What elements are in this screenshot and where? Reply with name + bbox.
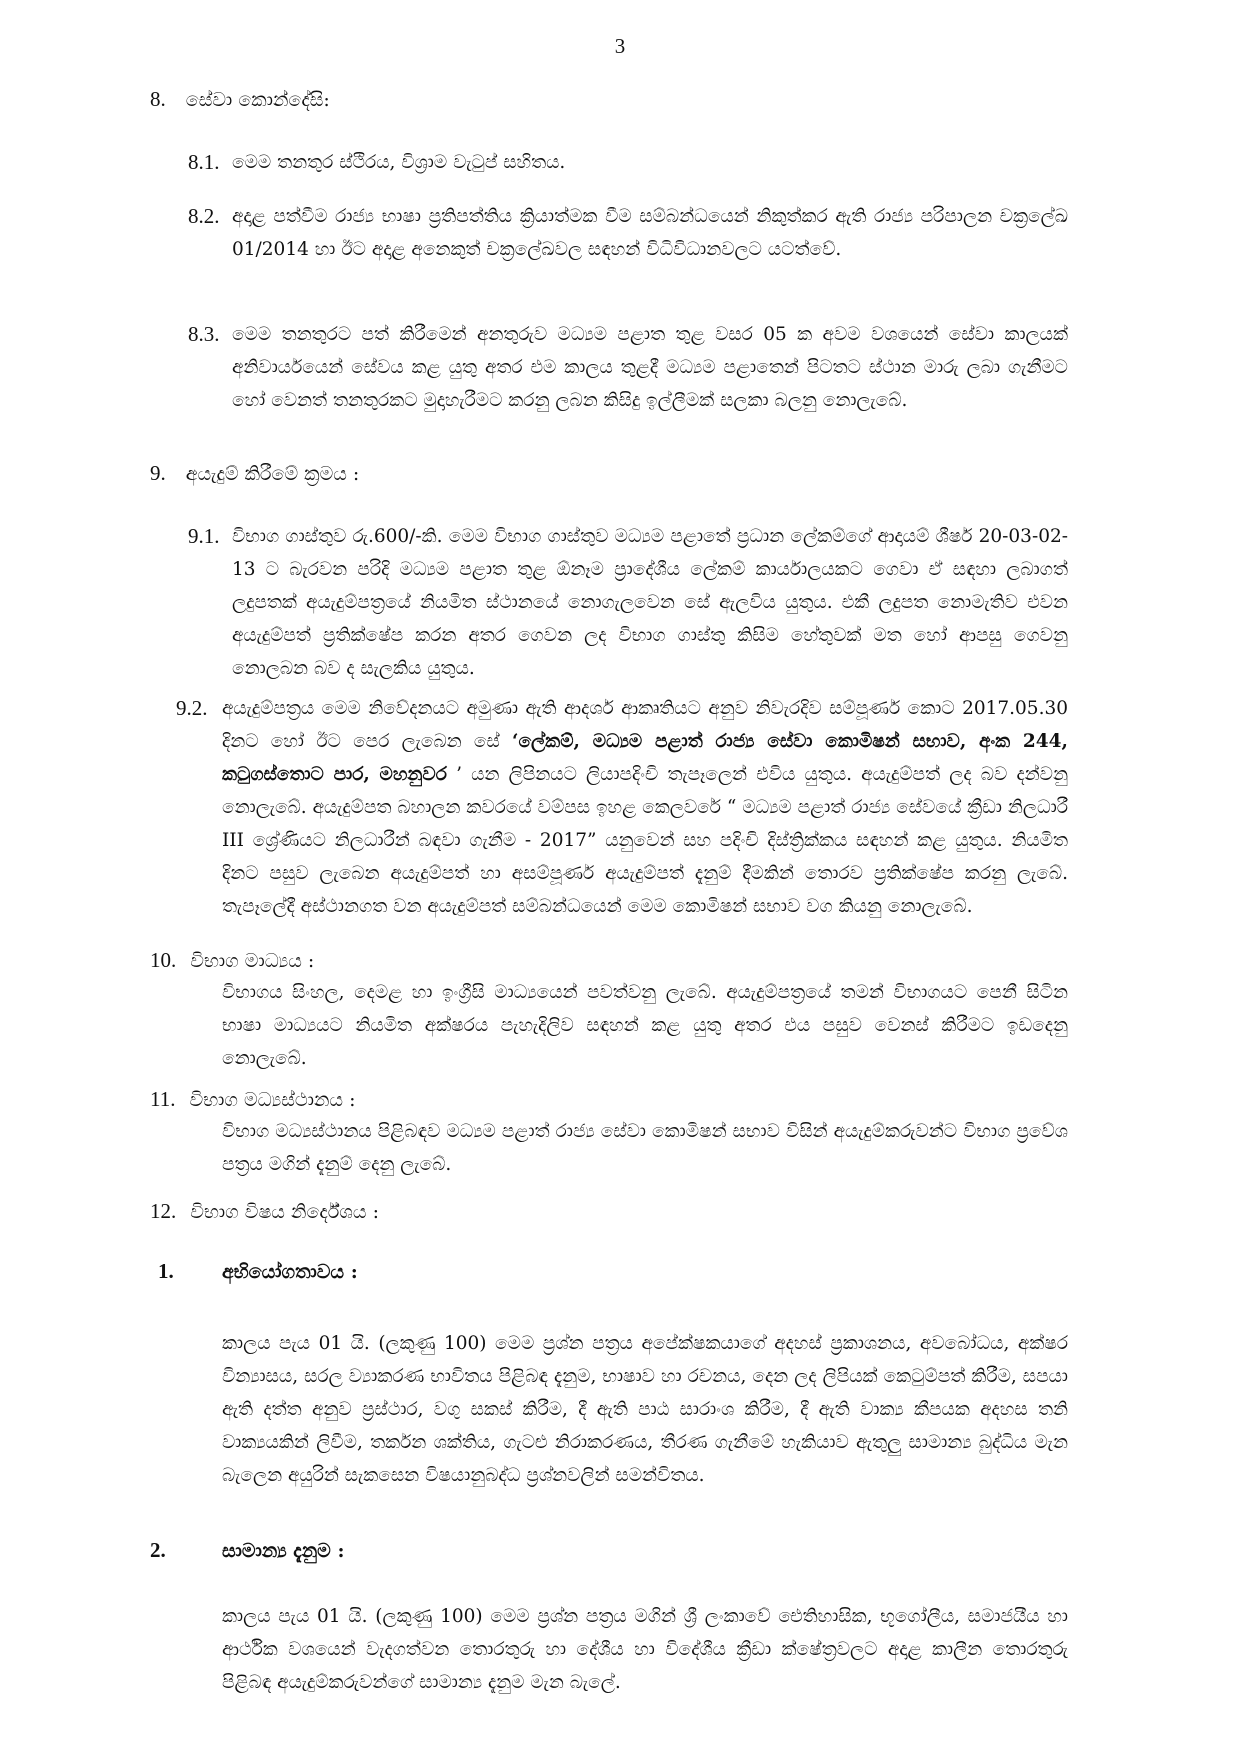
item-9-2-number: 9.2. <box>176 696 208 720</box>
syllabus-2-title: සාමාන්‍ය දැනුම : <box>222 1540 345 1562</box>
item-8-1-text: මෙම තනතුර ස්ථිරය, විශ්‍රාම වැටුප් සහිතය. <box>232 152 566 173</box>
section-11-title: විභාග මධ්‍යස්ථානය : <box>189 1089 356 1111</box>
section-12-number: 12. <box>150 1199 177 1223</box>
section-10-number: 10. <box>150 948 177 972</box>
section-9-title: අයැදුම් කිරීමේ ක්‍රමය : <box>185 463 360 485</box>
section-11-number: 11. <box>150 1087 176 1111</box>
syllabus-1-title: අභියෝගතාවය : <box>222 1261 358 1283</box>
item-9-1-text: විභාග ගාස්තුව රු.600/-කි. මෙම විභාග ගාස්තුව මධ්‍යම පළාතේ ප්‍රධාන ලේකම්ගේ ආදායම් ශීර්ෂ 20-03-02-13 ට බැරවන පරිදි මධ්‍යම පළාත තුළ ඕනෑම ප්‍රාදේශීය ලේකම් කාර්යාලයකට ගෙවා ඒ සඳහා ලබාගත් ලදුපතක් අයැදුම්පත්‍රයේ නියමිත ස්ථානයේ නොගැලවෙන සේ ඇලවිය යුතුය. එකී ලදුපත නොමැතිව එවන අයැදුම්පත් ප්‍රතික්ෂේප කරන අතර ගෙවන ලද විභාග ගාස්තු කිසිම හේතුවක් මත හෝ ආපසු ගෙවනු නොලබන බව ද සැලකිය යුතුය. <box>232 526 1068 679</box>
syllabus-2-text: කාලය පැය 01 යි. (ලකුණු 100) මෙම ප්‍රශ්න පත්‍රය මගින් ශ්‍රී ලංකාවේ ඓතිහාසික, භූගෝලීය, සමාජයීය හා ආර්ථික වශයෙන් වැදගත්වන තොරතුරු හා දේශීය හා විදේශීය ක්‍රීඩා ක්ෂේත්‍රවලට අදාළ කාලීන තොරතුරු පිළිබඳ අයැදුම්කරුවන්ගේ සාමාන්‍ය දැනුම මැන බැලේ. <box>222 1606 1068 1693</box>
item-8-2 <box>188 200 1068 266</box>
syllabus-2-number: 2. <box>150 1538 166 1562</box>
section-12-heading <box>150 1196 379 1227</box>
item-9-2-text-a: අයැදුම්පත්‍රය මෙම නිවේදනයට අමුණා ඇති ආදර්ශ ආකෘතියට අනුව නිවැරදිව සම්පූර්ණ කොට 2017.05.30 දිනට හෝ ඊට පෙර ලැබෙන සේ <box>222 698 1068 752</box>
item-9-1-number: 9.1. <box>188 524 220 548</box>
section-9-heading <box>150 458 359 489</box>
syllabus-1-number: 1. <box>158 1259 174 1283</box>
section-8-number: 8. <box>150 87 166 111</box>
item-8-3-number: 8.3. <box>188 322 220 346</box>
item-9-2-text-b: ’ යන ලිපිනයට ලියාපදිංචි තැපෑලෙන් එවිය යුතුය. අයැදුම්පත් ලද බව දන්වනු නොලැබේ. අයැදුම්පත බහාලන කවරයේ වම්පස ඉහළ කෙලවරේ “ මධ්‍යම පළාත් රාජ්‍ය සේවයේ ක්‍රීඩා නිලධාරී III ශ්‍රේණියට නිලධාරීන් බඳවා ගැනීම - 2017” යනුවෙන් සහ පදිංචි දිස්ත්‍රික්කය සඳහන් කළ යුතුය. නියමිත දිනට පසුව ලැබෙන අයැදුම්පත් හා අසම්පූර්ණ අයැදුම්පත් දැනුම් දීමකින් තොරව ප්‍රතික්ෂේප කරනු ලැබේ. තැපෑලේදී අස්ථානගත වන අයැදුම්පත් සම්බන්ධයෙන් මෙම කොමිෂන් සභාව වග කියනු නොලැබේ. <box>222 764 1069 917</box>
section-10-heading <box>150 945 314 976</box>
item-8-2-number: 8.2. <box>188 204 220 228</box>
section-11-heading <box>150 1084 356 1115</box>
syllabus-2-heading <box>150 1535 344 1566</box>
item-8-1 <box>188 146 1068 179</box>
item-9-1 <box>188 520 1068 685</box>
section-9-number: 9. <box>150 461 166 485</box>
section-11-text: විභාග මධ්‍යස්ථානය පිළිබඳව මධ්‍යම පළාත් රාජ්‍ය සේවා කොමිෂන් සභාව විසින් අයැදුම්කරුවන්ට විභාග ප්‍රවේශ පත්‍රය මගින් දැනුම් දෙනු ලැබේ. <box>222 1121 1068 1175</box>
item-8-1-number: 8.1. <box>188 150 220 174</box>
section-12-title: විභාග විෂය නිර්දේශය : <box>190 1201 379 1223</box>
section-10-text: විභාගය සිංහල, දෙමළ හා ඉංග්‍රීසි මාධ්‍යයෙන් පවත්වනු ලැබේ. අයැදුම්පත්‍රයේ තමන් විභාගයට පෙනී සිටින භාෂා මාධ්‍යයට නියමිත අක්ෂරය පැහැදිලිව සඳහන් කළ යුතු අතර එය පසුව වෙනස් කිරීමට ඉඩදෙනු නොලැබේ. <box>222 982 1068 1069</box>
item-8-2-text: අදාළ පත්වීම රාජ්‍ය භාෂා ප්‍රතිපත්තිය ක්‍රියාත්මක වීම සම්බන්ධයෙන් නිකුත්කර ඇති රාජ්‍ය පරිපාලන චක්‍රලේඛ 01/2014 හා ඊට අදාළ අනෙකුත් චක්‍රලේඛවල සඳහන් විධිවිධානවලට යටත්වේ. <box>232 206 1068 260</box>
commission-address: ‘ලේකම්, මධ්‍යම පළාත් රාජ්‍ය සේවා කොමිෂන් සභාව, අංක 244, කටුගස්තොට පාර, මහනුවර <box>222 731 1068 785</box>
page-number: 3 <box>614 34 626 58</box>
section-8-title: සේවා කොන්දේසි: <box>185 89 330 111</box>
section-8-heading <box>150 84 330 115</box>
item-8-3 <box>188 318 1068 417</box>
item-9-2-text <box>222 692 1068 923</box>
syllabus-1-text: කාලය පැය 01 යි. (ලකුණු 100) මෙම ප්‍රශ්න පත්‍රය අපේක්ෂකයාගේ අදහස් ප්‍රකාශනය, අවබෝධය, අක්ෂර වින්‍යාසය, සරල ව්‍යාකරණ භාවිතය පිළිබඳ දැනුම, භාෂාව හා රචනය, දෙන ලද ලිපියක් කෙටුම්පත් කිරීම, සපයා ඇති දත්ත අනුව ප්‍රස්ථාර, වගු සකස් කිරීම, දී ඇති පාඨ සාරාංශ කිරීම, දී ඇති වාක්‍ය කීපයක අදහස තනි වාක්‍යයකින් ලිවීම, තර්කන ශක්තිය, ගැටළු නිරාකරණය, තීරණ ගැනීමේ හැකියාව ඇතුලු සාමාන්‍ය බුද්ධිය මැන බැලෙන අයුරින් සැකසෙන විෂයානුබද්ධ ප්‍රශ්නවලින් සමන්විතය. <box>222 1333 1068 1486</box>
syllabus-1-heading <box>158 1256 358 1287</box>
section-10-title: විභාග මාධ්‍යය : <box>190 950 315 972</box>
item-8-3-text: මෙම තනතුරට පත් කිරීමෙන් අනතුරුව මධ්‍යම පළාත තුළ වසර 05 ක අවම වශයෙන් සේවා කාලයක් අනිවාර්යයෙන් සේවය කළ යුතු අතර එම කාලය තුළදී මධ්‍යම පළාතෙන් පිටතට ස්ථාන මාරු ලබා ගැනීමට හෝ වෙනත් තනතුරකට මුදාහැරීමට කරනු ලබන කිසිදු ඉල්ලීමක් සලකා බලනු නොලැබේ. <box>232 324 1068 411</box>
item-9-2 <box>176 692 1068 923</box>
